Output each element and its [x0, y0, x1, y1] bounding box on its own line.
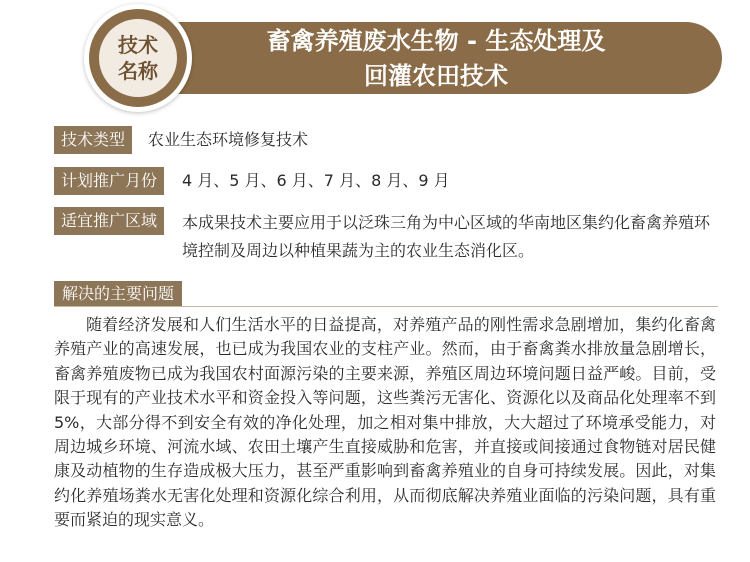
- badge-ring: [89, 9, 187, 107]
- problem-paragraph: 随着经济发展和人们生活水平的日益提高，对养殖产品的刚性需求急剧增加，集约化畜禽养殖产业的高速发展，也已成为我国农业的支柱产业。然而，由于畜禽粪水排放量急剧增长，畜禽养殖废物已成为我国农村面源污染的主要来源，养殖区周边环境问题日益严峻。目前，受限于现有的产业技术水平和资金投入等问题，这些粪污无害化、资源化以及商品化处理率不到 5%，大部分得不到安全有效的净化处理，加之相对集中排放，大大超过了环境承受能力，对周边城乡环境、河流水域、农田土壤产生直接威胁和危害，并直接或间接通过食物链对居民健康及动植物的生存造成极大压力，甚至严重影响到畜禽养殖业的自身可持续发展。因此，对集约化养殖场粪水无害化处理和资源化综合利用，从而彻底解决养殖业面临的污染问题，具有重要而紧迫的现实意义。: [54, 315, 716, 530]
- promotion-months-label: 计划推广月份: [54, 167, 164, 195]
- section-divider: [54, 306, 718, 307]
- promotion-months-value: 4 月、5 月、6 月、7 月、8 月、9 月: [182, 171, 450, 190]
- badge-line-1: 技术: [118, 33, 158, 57]
- tech-name-badge: [84, 4, 192, 112]
- tech-type-value: 农业生态环境修复技术: [148, 130, 309, 149]
- title-line-1: 畜禽养殖废水生物 - 生态处理及: [266, 27, 606, 55]
- badge-line-2: 名称: [118, 59, 158, 83]
- badge-label: [99, 32, 177, 84]
- badge-inner: [99, 19, 177, 97]
- title-line-2: 回灌农田技术: [364, 62, 508, 90]
- promotion-region-label: 适宜推广区域: [54, 207, 164, 235]
- page-title: [150, 24, 722, 94]
- tech-type-label: 技术类型: [54, 126, 132, 154]
- promotion-region-value: 本成果技术主要应用于以泛珠三角为中心区域的华南地区集约化畜禽养殖环境控制及周边以种植果蔬为主的农业生态消化区。: [182, 213, 711, 260]
- section-heading-problems: 解决的主要问题: [54, 281, 182, 306]
